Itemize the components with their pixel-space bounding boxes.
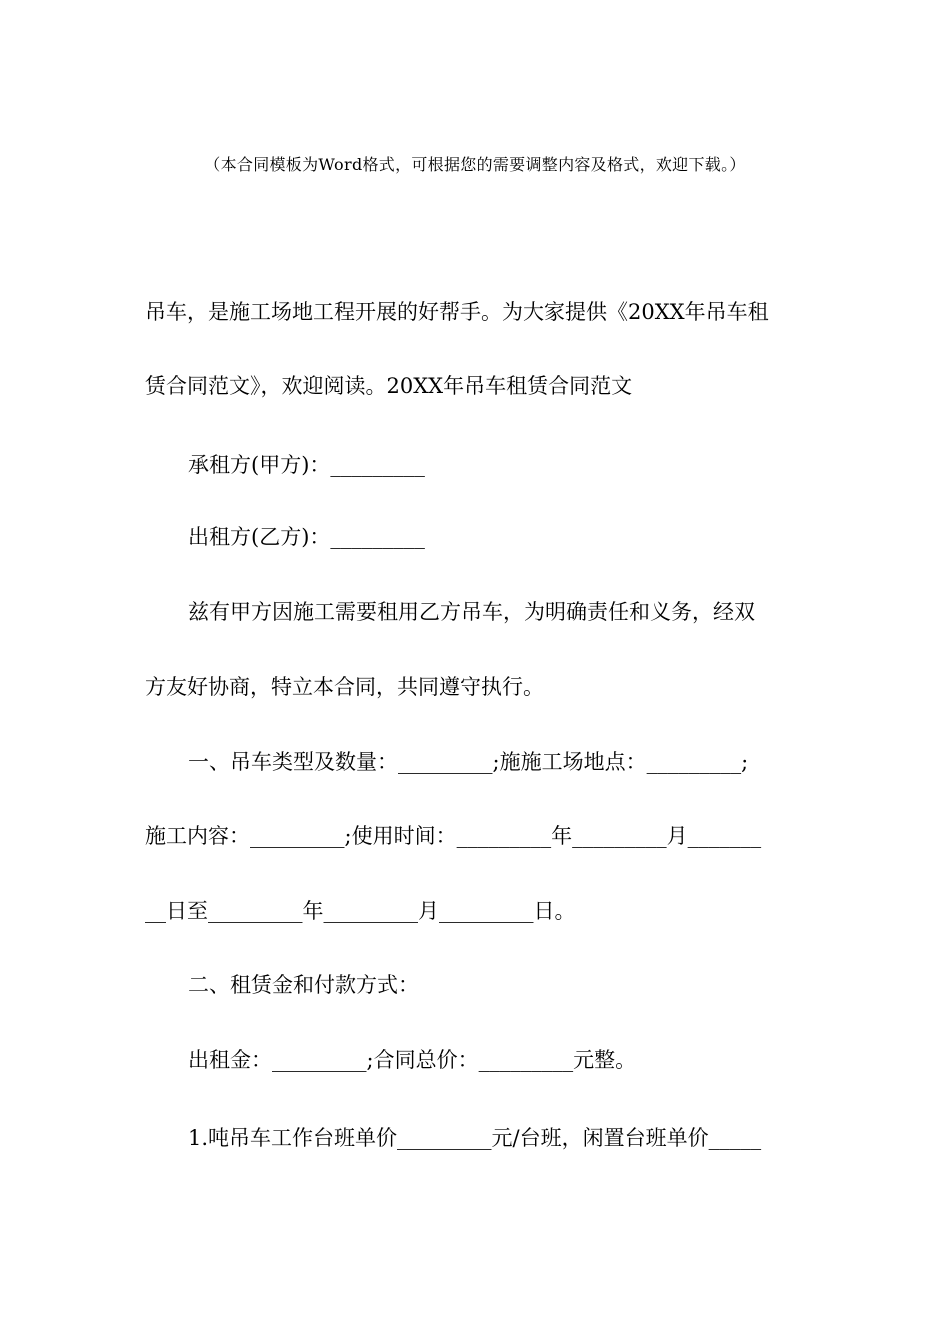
preamble-line-1: 兹有甲方因施工需要租用乙方吊车，为明确责任和义务，经双 bbox=[188, 600, 755, 624]
clause-2-heading: 二、租赁金和付款方式： bbox=[188, 973, 419, 997]
intro-line-1: 吊车，是施工场地工程开展的好帮手。为大家提供《20XX年吊车租 bbox=[145, 300, 769, 324]
clause-1-line-1: 一、吊车类型及数量：_________;施施工场地点：_________; bbox=[188, 750, 749, 774]
lessee-line: 承租方(甲方)：_________ bbox=[188, 453, 425, 477]
clause-1-line-3: __日至_________年_________月_________日。 bbox=[145, 899, 576, 923]
lessor-line: 出租方(乙方)：_________ bbox=[188, 525, 425, 549]
rent-line: 出租金：_________;合同总价：_________元整。 bbox=[188, 1048, 637, 1072]
rate-line: 1.吨吊车工作台班单价_________元/台班，闲置台班单价_____ bbox=[188, 1126, 762, 1150]
intro-line-2: 赁合同范文》，欢迎阅读。20XX年吊车租赁合同范文 bbox=[145, 374, 633, 398]
template-note: （本合同模板为Word格式，可根据您的需要调整内容及格式，欢迎下载。） bbox=[204, 155, 746, 174]
preamble-line-2: 方友好协商，特立本合同，共同遵守执行。 bbox=[145, 675, 544, 699]
clause-1-line-2: 施工内容：_________;使用时间：_________年_________月_______ bbox=[145, 824, 762, 848]
